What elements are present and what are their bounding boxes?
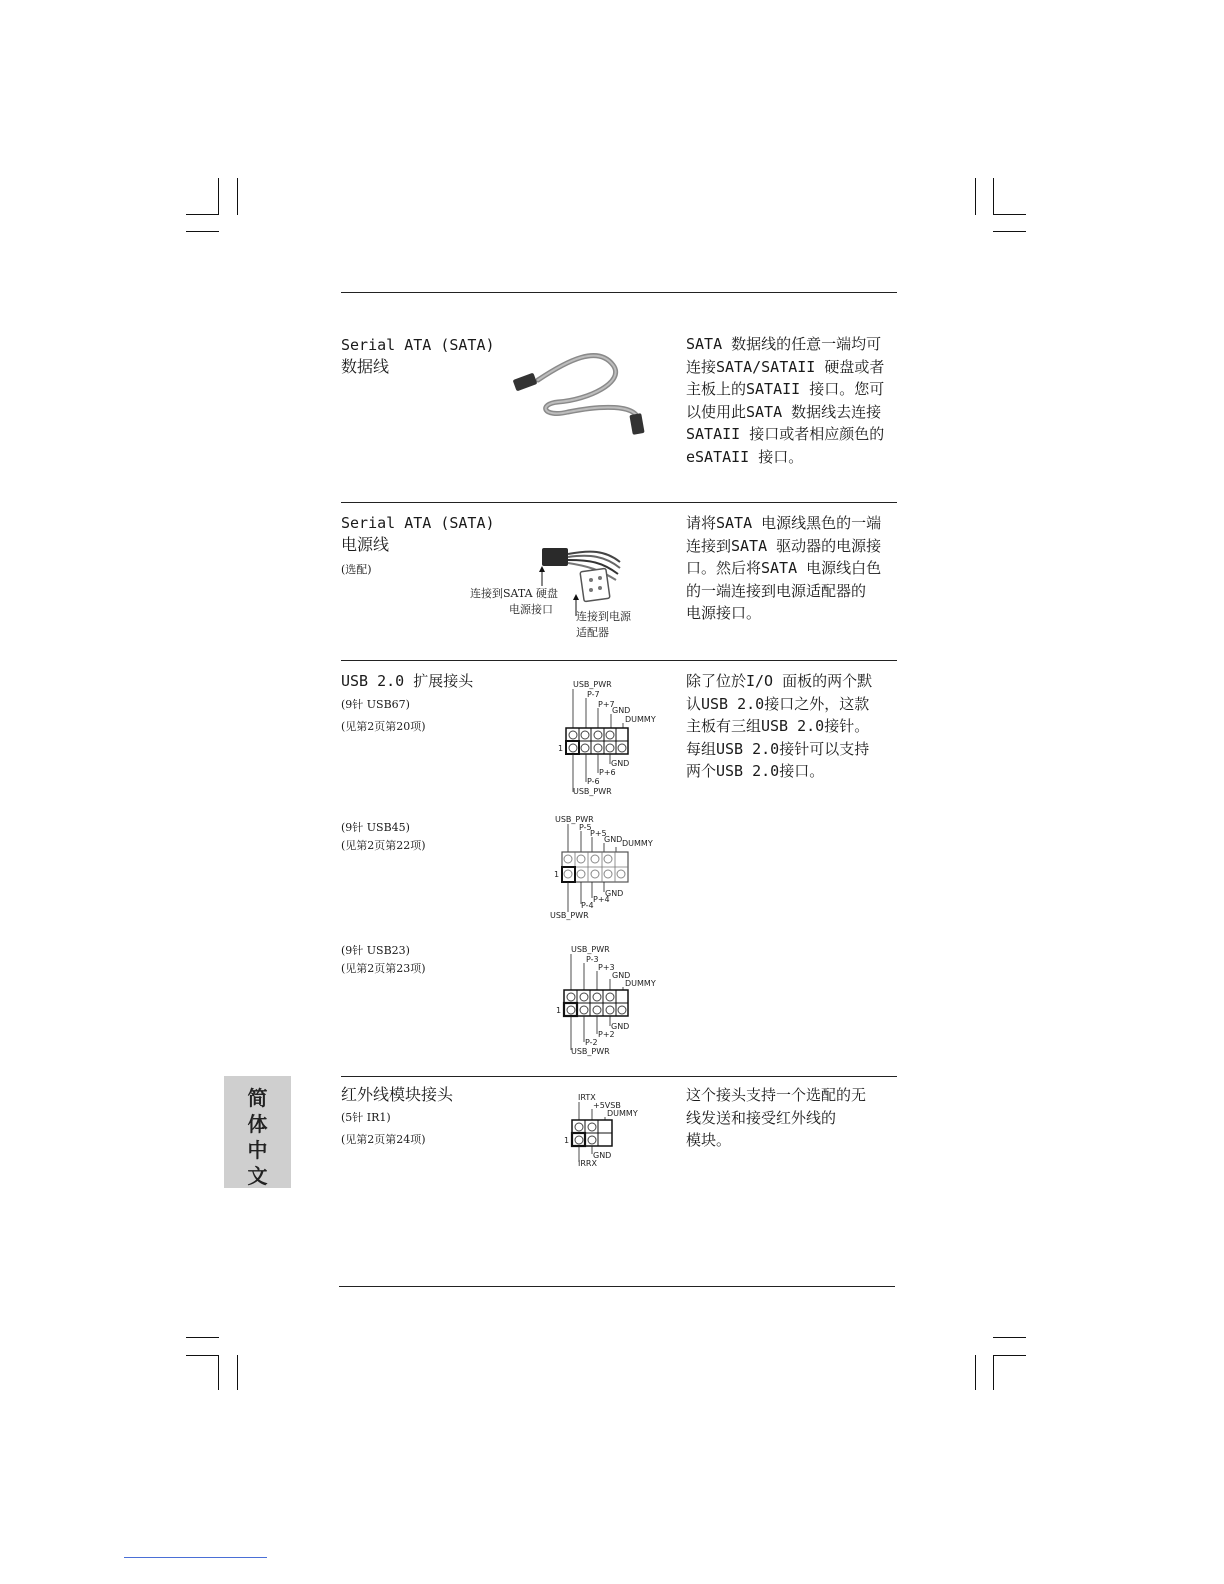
svg-text:USB_PWR: USB_PWR bbox=[550, 911, 589, 920]
usb-header-title: USB 2.0 扩展接头 bbox=[341, 672, 474, 690]
crop-mark bbox=[993, 178, 994, 215]
ir-header-title: 红外线模块接头 bbox=[341, 1085, 454, 1104]
svg-text:USB_PWR: USB_PWR bbox=[571, 945, 610, 954]
svg-text:DUMMY: DUMMY bbox=[625, 979, 656, 988]
usb45-header-diagram bbox=[548, 812, 658, 922]
svg-text:USB_PWR: USB_PWR bbox=[573, 680, 612, 689]
bottom-rule bbox=[339, 1286, 895, 1287]
svg-text:P+2: P+2 bbox=[598, 1030, 615, 1039]
svg-text:P+6: P+6 bbox=[599, 768, 616, 777]
crop-mark bbox=[186, 214, 219, 215]
svg-text:GND: GND bbox=[604, 835, 623, 844]
sata-power-title: Serial ATA (SATA) bbox=[341, 514, 495, 532]
svg-text:DUMMY: DUMMY bbox=[622, 839, 653, 848]
svg-text:1: 1 bbox=[556, 1006, 562, 1015]
crop-mark bbox=[975, 1355, 976, 1390]
svg-text:DUMMY: DUMMY bbox=[625, 715, 656, 724]
svg-text:P-2: P-2 bbox=[585, 1038, 598, 1047]
crop-mark bbox=[993, 1355, 1026, 1356]
svg-text:GND: GND bbox=[611, 759, 630, 768]
ir-header-diagram bbox=[562, 1088, 662, 1170]
svg-text:P-3: P-3 bbox=[586, 955, 599, 964]
svg-text:P-6: P-6 bbox=[587, 777, 600, 786]
svg-text:P+3: P+3 bbox=[598, 963, 615, 972]
svg-text:GND: GND bbox=[612, 706, 631, 715]
section-divider bbox=[341, 1076, 897, 1077]
usb23-header-diagram bbox=[550, 942, 660, 1058]
sata-cable-title: Serial ATA (SATA) bbox=[341, 336, 495, 354]
svg-text:GND: GND bbox=[612, 971, 631, 980]
svg-text:GND: GND bbox=[611, 1022, 630, 1031]
svg-text:P+5: P+5 bbox=[590, 829, 607, 838]
sata-power-optional: (选配) bbox=[341, 563, 372, 576]
crop-mark bbox=[218, 1355, 219, 1390]
svg-text:USB_PWR: USB_PWR bbox=[571, 1047, 610, 1056]
language-side-tab: 简 体 中 文 bbox=[224, 1076, 291, 1188]
section-divider bbox=[341, 502, 897, 503]
sata-power-title-2: 电源线 bbox=[341, 535, 390, 554]
sata-cable-description: SATA 数据线的任意一端均可 连接SATA/SATAII 硬盘或者 主板上的SATAII 接口。您可 以使用此SATA 数据线去连接 SATAII 接口或者相应颜色的 eSATAII 接口。 bbox=[686, 335, 885, 466]
usb67-page-ref: (见第2页第20项) bbox=[341, 720, 426, 733]
ir-pin-info: (5针 IR1) bbox=[341, 1111, 391, 1124]
label-to-psu-2: 适配器 bbox=[576, 626, 609, 639]
label-to-sata-drive-2: 电源接口 bbox=[509, 603, 553, 616]
crop-mark bbox=[993, 214, 1026, 215]
svg-text:GND: GND bbox=[593, 1151, 612, 1160]
usb45-pin-info: (9针 USB45) bbox=[341, 821, 410, 834]
top-rule bbox=[341, 292, 897, 293]
sata-data-cable-image bbox=[508, 330, 658, 440]
crop-mark bbox=[186, 231, 219, 232]
svg-text:P+4: P+4 bbox=[593, 895, 610, 904]
crop-mark bbox=[993, 1337, 1026, 1338]
svg-text:1: 1 bbox=[558, 744, 564, 753]
sata-power-description: 请将SATA 电源线黑色的一端 连接到SATA 驱动器的电源接 口。然后将SATA 电源线白色 的一端连接到电源适配器的 电源接口。 bbox=[686, 514, 882, 622]
svg-text:DUMMY: DUMMY bbox=[607, 1109, 638, 1118]
svg-text:P-4: P-4 bbox=[581, 901, 594, 910]
svg-text:USB_PWR: USB_PWR bbox=[573, 787, 612, 796]
usb23-page-ref: (见第2页第23项) bbox=[341, 962, 426, 975]
label-to-psu: 连接到电源 bbox=[576, 610, 631, 623]
usb67-pin-info: (9针 USB67) bbox=[341, 698, 410, 711]
section-divider bbox=[341, 660, 897, 661]
crop-mark bbox=[186, 1337, 219, 1338]
crop-mark bbox=[993, 1355, 994, 1390]
svg-text:GND: GND bbox=[605, 889, 624, 898]
usb-description: 除了位於I/O 面板的两个默 认USB 2.0接口之外，这款 主板有三组USB 2.0接针。 每组USB 2.0接针可以支持 两个USB 2.0接口。 bbox=[686, 672, 873, 780]
bottom-link-underline bbox=[124, 1557, 267, 1558]
svg-text:IRTX: IRTX bbox=[578, 1093, 596, 1102]
svg-text:P-7: P-7 bbox=[587, 690, 600, 699]
usb45-page-ref: (见第2页第22项) bbox=[341, 839, 426, 852]
svg-text:P-5: P-5 bbox=[579, 823, 592, 832]
crop-mark bbox=[237, 1355, 238, 1390]
crop-mark bbox=[993, 231, 1026, 232]
svg-text:USB_PWR: USB_PWR bbox=[555, 815, 594, 824]
svg-text:IRRX: IRRX bbox=[578, 1159, 597, 1168]
svg-text:1: 1 bbox=[554, 870, 560, 879]
crop-mark bbox=[218, 178, 219, 215]
svg-text:+5VSB: +5VSB bbox=[593, 1101, 621, 1110]
usb67-header-diagram bbox=[550, 676, 660, 798]
ir-page-ref: (见第2页第24项) bbox=[341, 1133, 426, 1146]
svg-text:P+7: P+7 bbox=[598, 700, 615, 709]
ir-description: 这个接头支持一个选配的无 线发送和接受红外线的 模块。 bbox=[686, 1086, 867, 1149]
sata-cable-title-2: 数据线 bbox=[341, 357, 390, 376]
crop-mark bbox=[237, 178, 238, 215]
crop-mark bbox=[186, 1355, 219, 1356]
svg-text:1: 1 bbox=[564, 1136, 570, 1145]
label-to-sata-drive: 连接到SATA 硬盘 bbox=[470, 587, 559, 600]
usb23-pin-info: (9针 USB23) bbox=[341, 944, 410, 957]
crop-mark bbox=[975, 178, 976, 215]
